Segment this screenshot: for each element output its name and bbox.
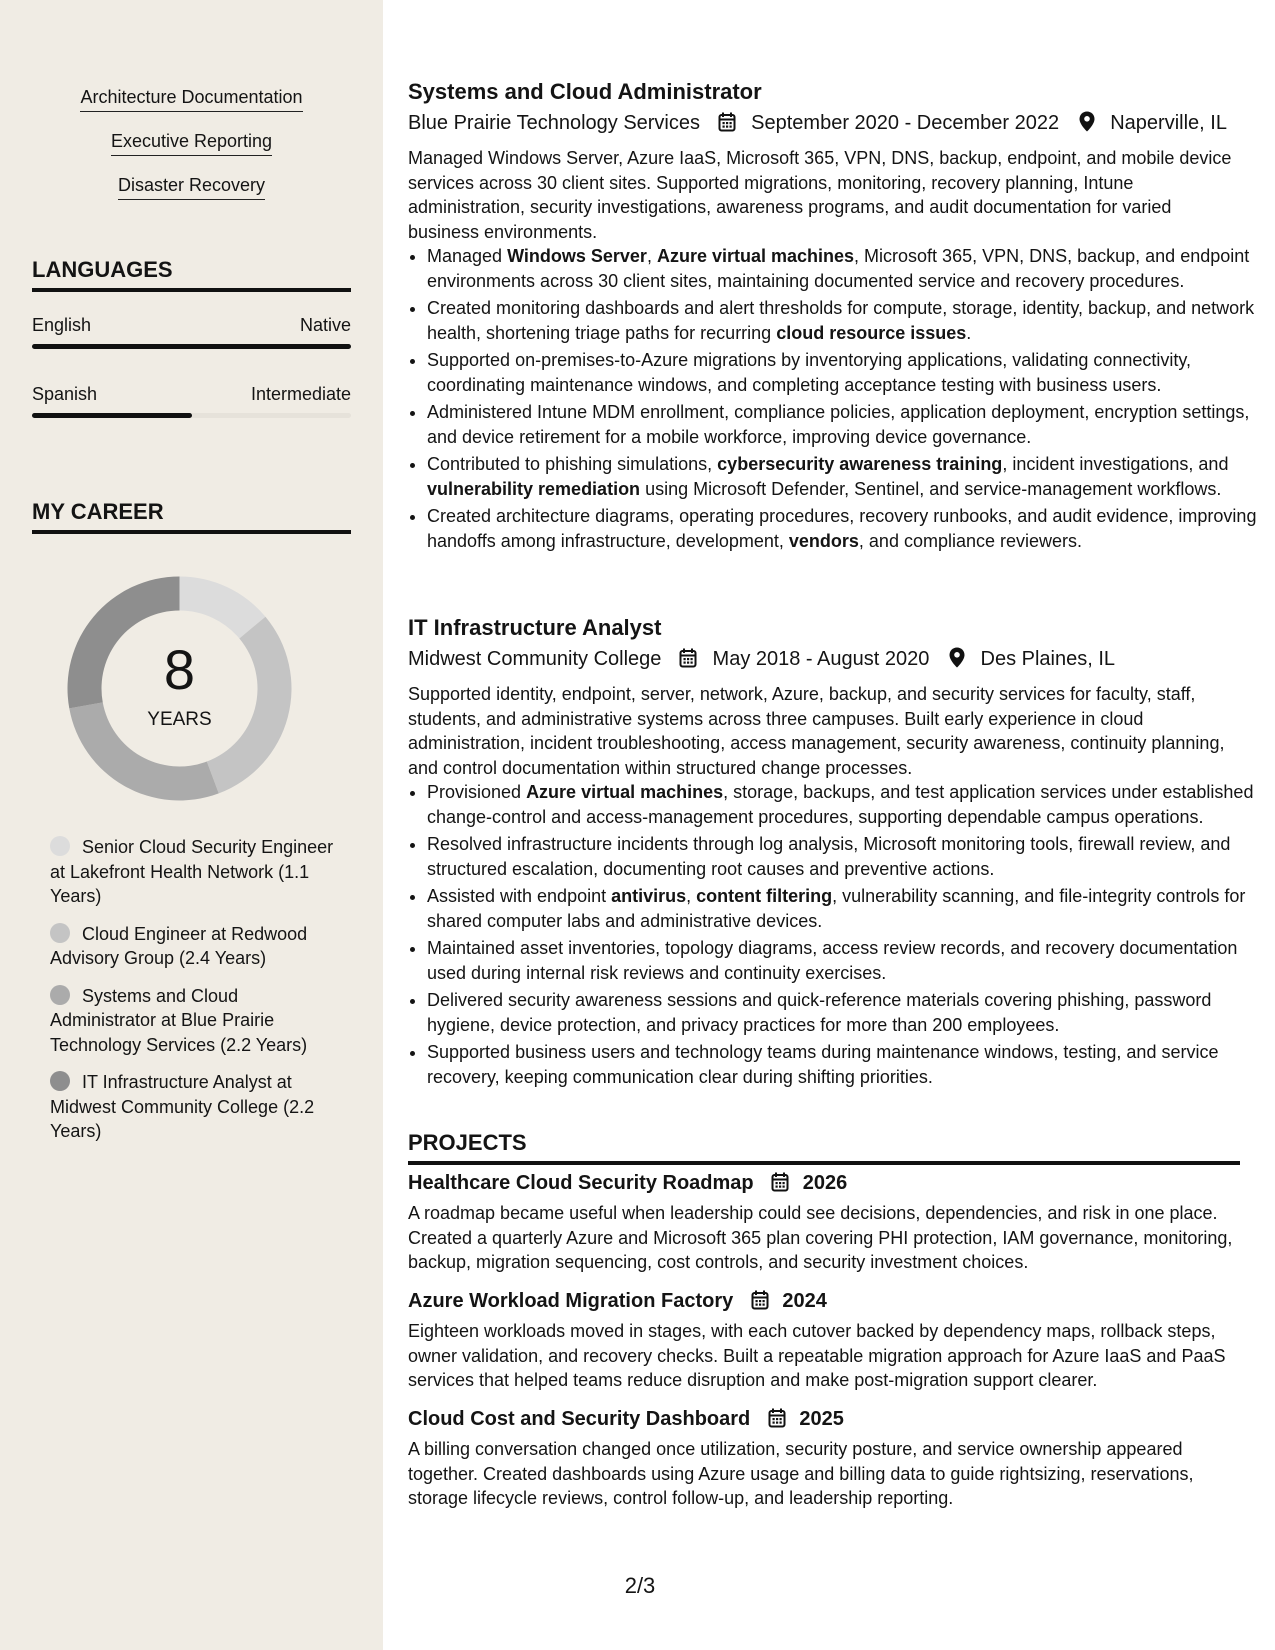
job-bullet xyxy=(427,988,1259,1037)
project-title xyxy=(408,1406,844,1435)
bullet-text: , xyxy=(646,246,657,266)
language-row xyxy=(32,382,351,406)
job-bullets xyxy=(408,244,1259,556)
bullet-keyword: vendors xyxy=(788,530,859,551)
career-total-years: 8 xyxy=(163,638,196,701)
skill-tag: Executive Reporting xyxy=(111,129,272,156)
job-summary: Supported identity, endpoint, server, network, Azure, backup, and security services for faculty, staff, students, and administrative systems across three campuses. Built early experience in cloud administration, incident troubleshooting, access management, security awareness, continuity planning, and control documentation within structured change processes. xyxy=(408,684,1225,778)
job-company: Midwest Community College xyxy=(408,648,662,670)
bullet-text: Administered Intune MDM enrollment, compliance policies, application deployment, encryption settings, and device retirement for a mobile workforce, improving device governance. xyxy=(427,402,1250,447)
career-legend-item xyxy=(50,835,340,909)
bullet-text: Managed xyxy=(427,246,508,266)
job-company: Blue Prairie Technology Services xyxy=(408,112,701,134)
project-description: A billing conversation changed once utilization, security posture, and service ownership appeared together. Created dashboards using Azure usage and billing data to guide rightsizing, reservations, storage lifecycle reviews, control follow-up, and leadership reporting. xyxy=(408,1439,1194,1508)
language-level: Native xyxy=(299,315,351,335)
job-bullet xyxy=(427,1040,1259,1089)
bullet-keyword: content filtering xyxy=(696,886,833,906)
job-title: IT Infrastructure Analyst xyxy=(408,615,662,640)
career-total-label: YEARS xyxy=(147,709,212,730)
bullet-text: , vulnerability scanning, and file-integrity controls for shared computer labs and administrative devices. xyxy=(427,886,1246,931)
bullet-text: Created architecture diagrams, operating procedures, recovery runbooks, and audit evidence, improving handoffs among infrastructure, development, xyxy=(427,506,1257,551)
project-title xyxy=(408,1170,847,1199)
language-proficiency-fill xyxy=(32,344,351,349)
bullet-text: Provisioned xyxy=(427,782,527,802)
bullet-text: , and compliance reviewers. xyxy=(858,530,1083,551)
main-content xyxy=(408,0,1257,1650)
job-bullet xyxy=(427,244,1259,293)
legend-dot xyxy=(50,985,70,1005)
projects-title: PROJECTS xyxy=(408,1129,1240,1165)
bullet-keyword: cloud resource issues xyxy=(776,322,967,343)
language-row xyxy=(32,313,351,337)
career-legend xyxy=(50,835,340,1157)
career-legend-item xyxy=(50,922,340,971)
job-bullet xyxy=(427,400,1259,449)
job-location: Des Plaines, IL xyxy=(980,648,1116,670)
project-name: Cloud Cost and Security Dashboard xyxy=(408,1408,751,1430)
bullet-text: , incident investigations, and xyxy=(1002,454,1229,474)
legend-dot xyxy=(50,923,70,943)
job-dates: September 2020 - December 2022 xyxy=(751,112,1060,134)
bullet-keyword: Windows Server xyxy=(507,246,647,266)
calendar-icon xyxy=(751,1290,769,1317)
bullet-text: Supported on-premises-to-Azure migrations by inventorying applications, validating connectivity, coordinating maintenance windows, and completing acceptance testing with business users. xyxy=(427,350,1192,395)
job-bullet xyxy=(427,884,1259,933)
language-proficiency-bar xyxy=(32,413,351,418)
career-legend-label: Systems and Cloud Administrator at Blue Prairie Technology Services (2.2 Years) xyxy=(50,985,308,1055)
bullet-text: Assisted with endpoint xyxy=(427,886,612,906)
job-dates: May 2018 - August 2020 xyxy=(712,648,930,670)
job-bullet xyxy=(427,452,1259,501)
job-bullet xyxy=(427,296,1259,345)
career-legend-item xyxy=(50,1070,340,1144)
calendar-icon xyxy=(679,648,697,675)
map-pin-icon xyxy=(1079,111,1095,139)
legend-dot xyxy=(50,836,70,856)
sidebar xyxy=(0,0,383,1650)
bullet-keyword: Azure virtual machines xyxy=(526,782,724,802)
calendar-icon xyxy=(771,1172,789,1199)
bullet-keyword: Azure virtual machines xyxy=(656,246,855,266)
job-location: Naperville, IL xyxy=(1110,112,1227,134)
job-bullet xyxy=(427,348,1259,397)
project-description: A roadmap became useful when leadership could see decisions, dependencies, and risk in one place. Created a quarterly Azure and Microsoft 365 plan covering PHI protection, IAM governance, monitoring, backup, migration sequencing, cost controls, and security investment choices. xyxy=(408,1203,1233,1272)
skill-tag: Disaster Recovery xyxy=(118,173,265,200)
bullet-text: Supported business users and technology teams during maintenance windows, testing, and service recovery, keeping communication clear during shifting priorities. xyxy=(427,1042,1219,1087)
job-meta xyxy=(408,110,1227,139)
job-bullet xyxy=(427,936,1259,985)
bullet-keyword: antivirus xyxy=(611,886,687,906)
project-year: 2024 xyxy=(782,1290,827,1312)
project-year: 2026 xyxy=(802,1172,848,1194)
career-legend-label: IT Infrastructure Analyst at Midwest Community College (2.2 Years) xyxy=(50,1072,315,1141)
calendar-icon xyxy=(768,1408,786,1435)
language-proficiency-fill xyxy=(32,413,192,418)
project-name: Healthcare Cloud Security Roadmap xyxy=(408,1172,754,1194)
career-legend-item xyxy=(50,984,340,1058)
project-description: Eighteen workloads moved in stages, with each cutover backed by dependency maps, rollback steps, owner validation, and recovery checks. Built a repeatable migration approach for Azure IaaS and PaaS services that helped teams reduce disruption and make post-migration support clearer. xyxy=(408,1321,1226,1390)
page-number: 2/3 xyxy=(624,1573,656,1598)
career-donut-center xyxy=(63,572,296,805)
bullet-text: , Microsoft 365, VPN, DNS, backup, and endpoint environments across 30 client sites, maintaining documented service and recovery procedures. xyxy=(427,246,1250,291)
language-name: English xyxy=(32,315,92,335)
language-proficiency-bar xyxy=(32,344,351,349)
bullet-text: Created monitoring dashboards and alert thresholds for compute, storage, identity, backup, and network health, shortening triage paths for recurring xyxy=(427,298,1255,343)
bullet-keyword: cybersecurity awareness training xyxy=(717,454,1003,474)
skills-list xyxy=(32,85,351,217)
job-bullets xyxy=(408,780,1259,1092)
bullet-text: , xyxy=(686,886,697,906)
job-bullet xyxy=(427,832,1259,881)
job-bullet xyxy=(427,780,1259,829)
calendar-icon xyxy=(718,112,736,139)
language-level: Intermediate xyxy=(250,384,351,404)
career-legend-label: Senior Cloud Security Engineer at Lakefront Health Network (1.1 Years) xyxy=(50,837,334,906)
bullet-text: Resolved infrastructure incidents through log analysis, Microsoft monitoring tools, firewall review, and structured escalation, documenting root causes and preventive actions. xyxy=(427,834,1231,879)
language-name: Spanish xyxy=(32,384,98,404)
project-title xyxy=(408,1288,827,1317)
bullet-text: using Microsoft Defender, Sentinel, and service-management workflows. xyxy=(640,478,1222,499)
bullet-text: Contributed to phishing simulations, xyxy=(427,454,718,474)
bullet-keyword: vulnerability remediation xyxy=(427,478,641,499)
project-year: 2025 xyxy=(799,1408,844,1430)
bullet-text: Delivered security awareness sessions and quick-reference materials covering phishing, password hygiene, device protection, and privacy practices for more than 200 employees. xyxy=(427,990,1212,1035)
legend-dot xyxy=(50,1071,70,1091)
bullet-text: . xyxy=(966,322,972,343)
bullet-text: Maintained asset inventories, topology diagrams, access review records, and recovery documentation used during internal risk reviews and continuity exercises. xyxy=(427,938,1238,983)
map-pin-icon xyxy=(949,647,965,675)
project-name: Azure Workload Migration Factory xyxy=(408,1290,734,1312)
languages-title: LANGUAGES xyxy=(32,256,351,292)
job-meta xyxy=(408,646,1115,675)
skill-tag: Architecture Documentation xyxy=(80,85,302,112)
job-summary: Managed Windows Server, Azure IaaS, Microsoft 365, VPN, DNS, backup, endpoint, and mobile device services across 30 client sites. Supported migrations, monitoring, recovery planning, Intune administration, security investigations, awareness programs, and audit documentation for varied business environments. xyxy=(408,148,1232,242)
career-title: MY CAREER xyxy=(32,498,351,534)
bullet-text: , storage, backups, and test application services under established change-control and access-management procedures, supporting dependable campus operations. xyxy=(427,782,1254,827)
career-legend-label: Cloud Engineer at Redwood Advisory Group (2.4 Years) xyxy=(50,923,308,968)
job-title: Systems and Cloud Administrator xyxy=(408,79,762,104)
job-bullet xyxy=(427,504,1259,553)
